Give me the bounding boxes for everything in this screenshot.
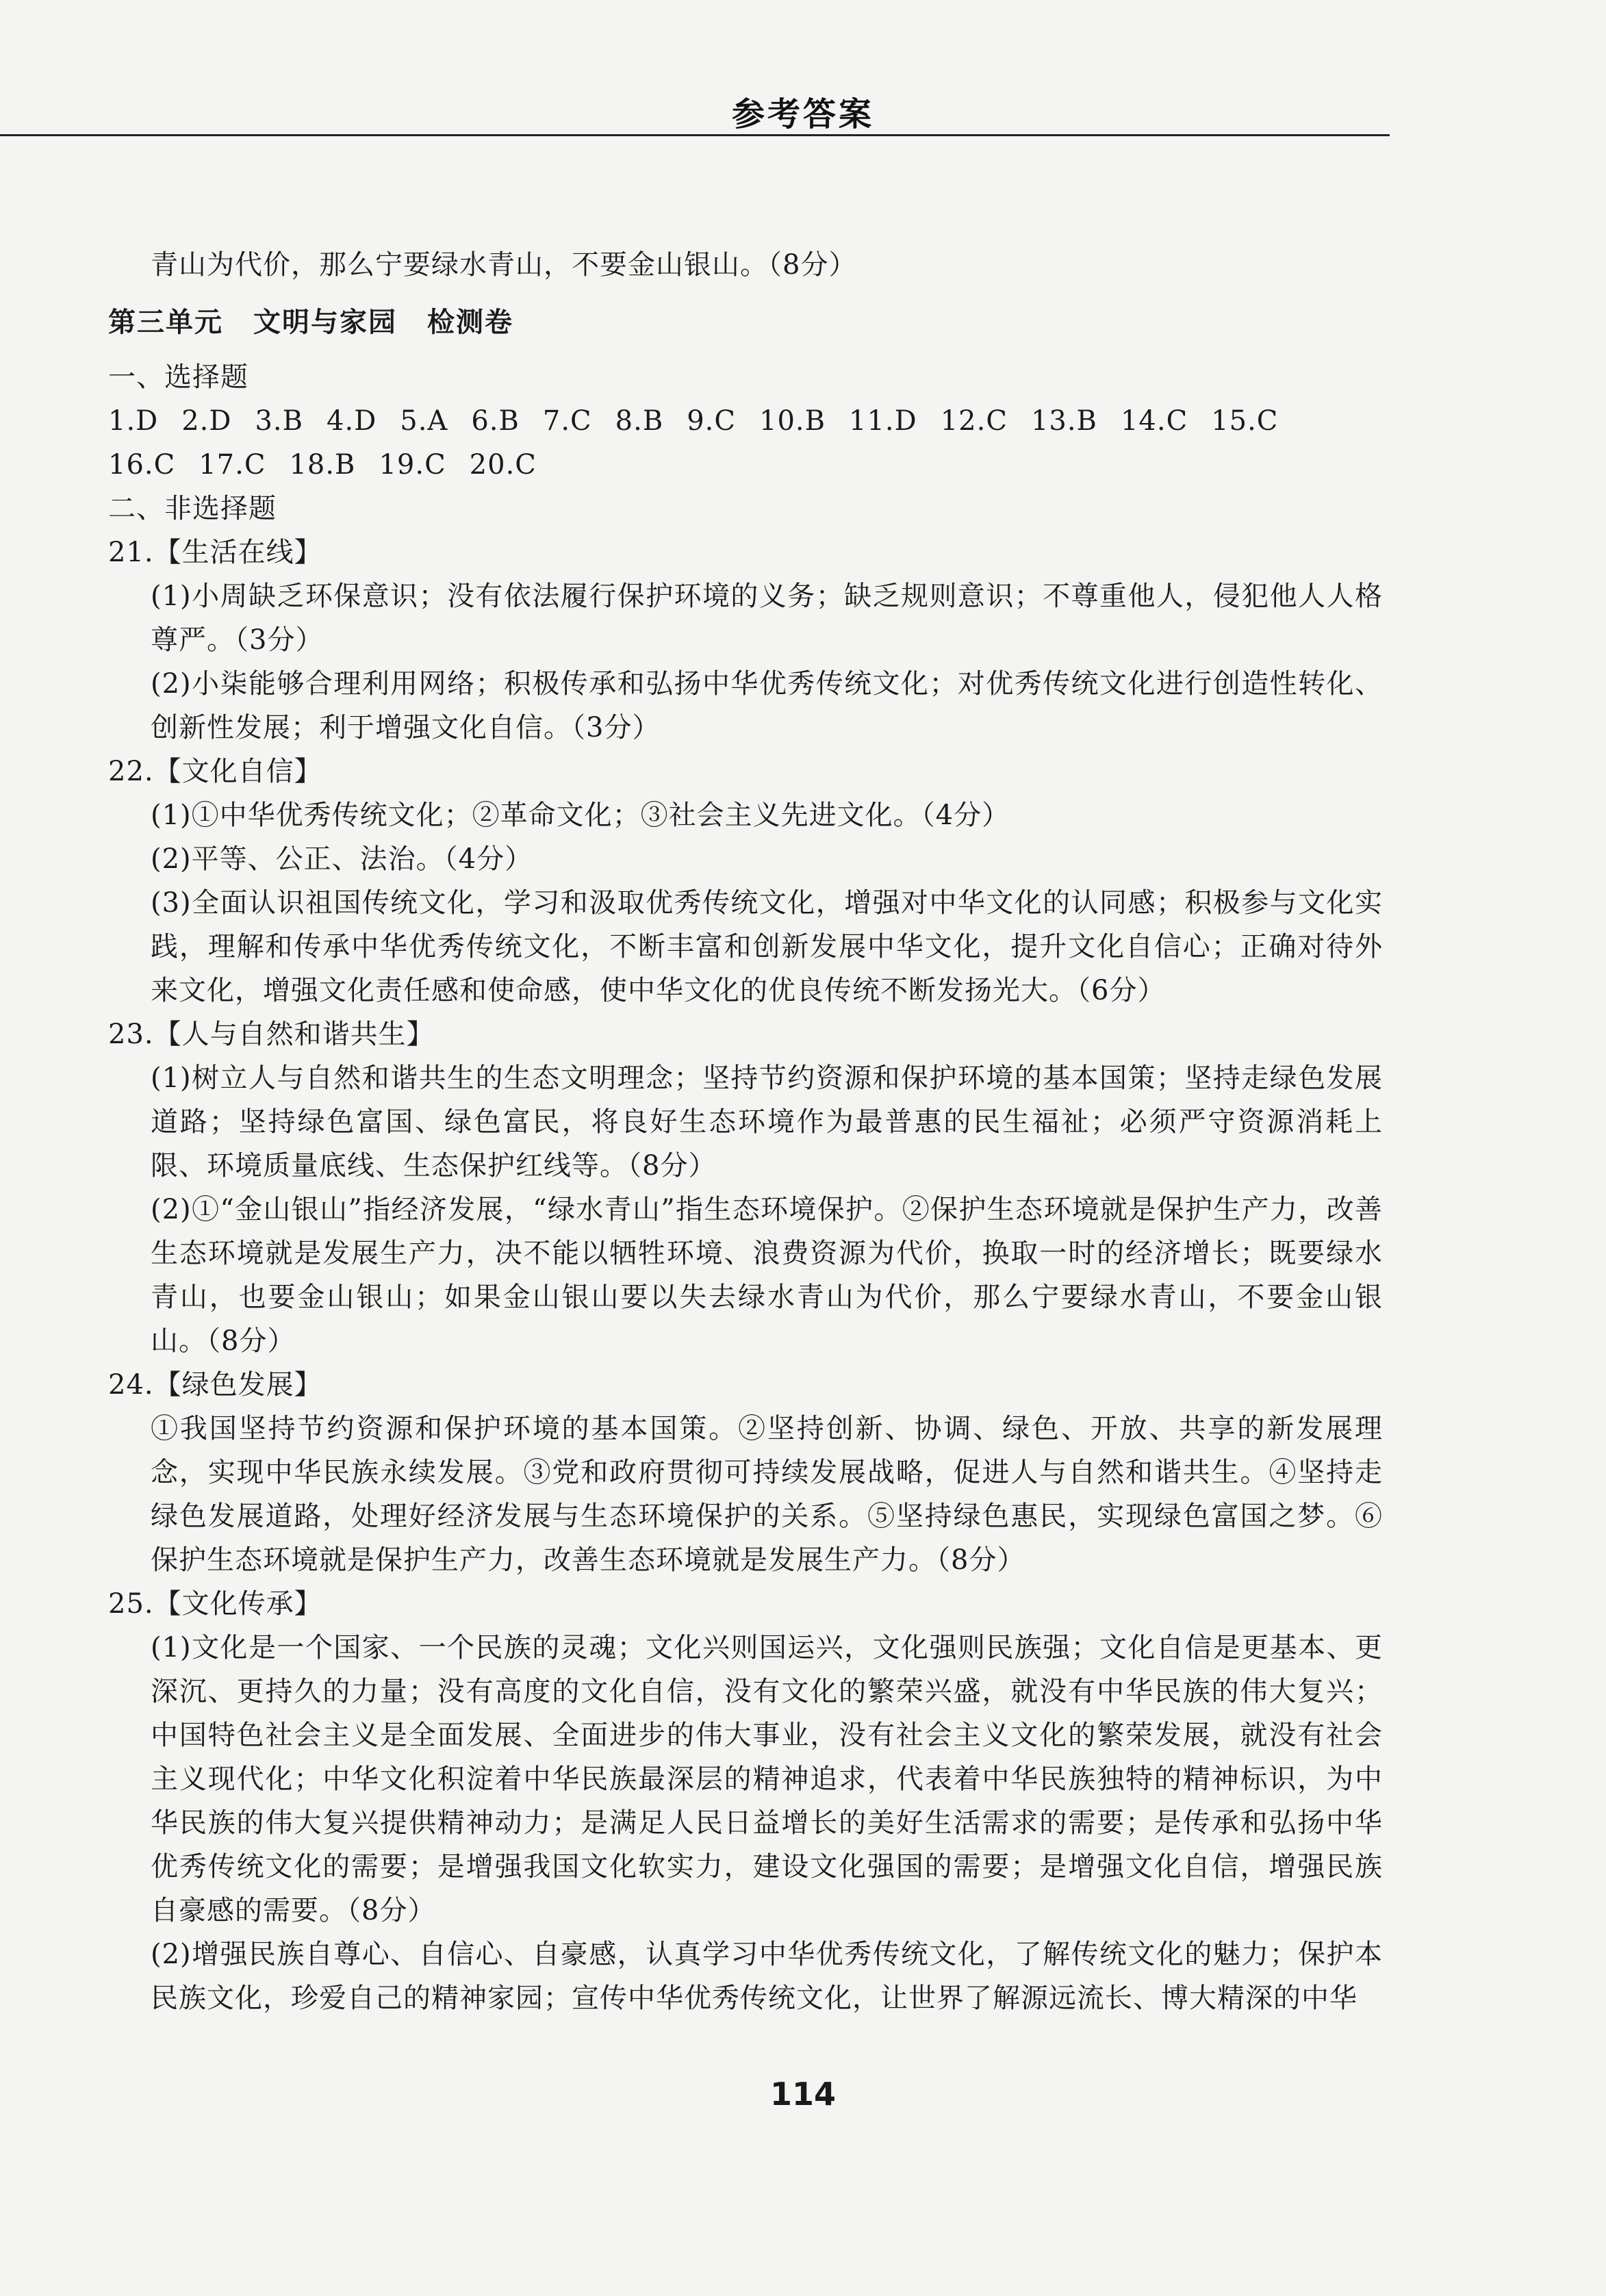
choice-answers-row-2 [108, 443, 1383, 487]
question-21-part-2: (2)小柒能够合理利用网络；积极传承和弘扬中华优秀传统文化；对优秀传统文化进行创造性转化、创新性发展；利于增强文化自信。（3分） [151, 668, 1383, 743]
answer-item: 9.C [687, 405, 737, 437]
unit-test-label: 检测卷 [427, 307, 513, 338]
answer-item: 20.C [469, 449, 537, 481]
page-header-title: 参考答案 [731, 95, 874, 133]
choice-answers-row-1 [108, 399, 1383, 443]
answer-item: 2.D [181, 405, 232, 437]
question-25-part-1: (1)文化是一个国家、一个民族的灵魂；文化兴则国运兴，文化强则民族强；文化自信是更基本、更深沉、更持久的力量；没有高度的文化自信，没有文化的繁荣兴盛，就没有中华民族的伟大复兴；中国特色社会主义是全面发展、全面进步的伟大事业，没有社会主义文化的繁荣发展，就没有社会主义现代化；中华文化积淀着中华民族最深层的精神追求，代表着中华民族独特的精神标识，为中华民族的伟大复兴提供精神动力；是满足人民日益增长的美好生活需求的需要；是传承和弘扬中华优秀传统文化的需要；是增强我国文化软实力，建设文化强国的需要；是增强文化自信，增强民族自豪感的需要。（8分） [151, 1632, 1383, 1926]
answer-item: 18.B [289, 449, 356, 481]
answer-item: 8.B [615, 405, 664, 437]
section-heading-choice: 一、选择题 [108, 361, 248, 393]
answer-item: 6.B [471, 405, 520, 437]
answer-item: 1.D [108, 405, 159, 437]
unit-name: 文明与家园 [253, 307, 397, 338]
answer-item: 3.B [255, 405, 304, 437]
answer-item: 5.A [400, 405, 448, 437]
question-25-title: 25.【文化传承】 [108, 1588, 322, 1620]
answer-item: 14.C [1120, 405, 1188, 437]
answer-item: 16.C [108, 449, 176, 481]
continued-answer-line: 青山为代价，那么宁要绿水青山，不要金山银山。（8分） [151, 249, 857, 281]
answer-item: 11.D [849, 405, 917, 437]
answer-item: 13.B [1030, 405, 1097, 437]
answer-item: 17.C [199, 449, 266, 481]
answer-item: 7.C [542, 405, 592, 437]
question-25-part-2: (2)增强民族自尊心、自信心、自豪感，认真学习中华优秀传统文化，了解传统文化的魅力；保护本民族文化，珍爱自己的精神家园；宣传中华优秀传统文化，让世界了解源远流长、博大精深的中华 [151, 1939, 1383, 2014]
answer-item: 12.C [940, 405, 1008, 437]
answer-item: 10.B [759, 405, 826, 437]
header-divider [0, 134, 1390, 136]
question-22-part-1: (1)①中华优秀传统文化；②革命文化；③社会主义先进文化。（4分） [151, 800, 1010, 831]
question-21-title: 21.【生活在线】 [108, 537, 322, 568]
answer-item: 4.D [327, 405, 377, 437]
question-22-part-2: (2)平等、公正、法治。（4分） [151, 843, 533, 875]
question-23-title: 23.【人与自然和谐共生】 [108, 1019, 435, 1050]
answer-item: 19.C [379, 449, 446, 481]
question-22-title: 22.【文化自信】 [108, 756, 322, 787]
question-21-part-1: (1)小周缺乏环保意识；没有依法履行保护环境的义务；缺乏规则意识；不尊重他人，侵犯他人人格尊严。（3分） [151, 581, 1383, 656]
unit-number: 第三单元 [108, 307, 223, 338]
page-number: 114 [769, 2076, 837, 2113]
answer-content [108, 243, 1383, 2020]
unit-title [108, 301, 1383, 344]
question-22-part-3: (3)全面认识祖国传统文化，学习和汲取优秀传统文化，增强对中华文化的认同感；积极参与文化实践，理解和传承中华优秀传统文化，不断丰富和创新发展中华文化，提升文化自信心；正确对待外来文化，增强文化责任感和使命感，使中华文化的优良传统不断发扬光大。（6分） [151, 887, 1383, 1006]
question-23-part-1: (1)树立人与自然和谐共生的生态文明理念；坚持节约资源和保护环境的基本国策；坚持走绿色发展道路；坚持绿色富国、绿色富民，将良好生态环境作为最普惠的民生福祉；必须严守资源消耗上限、环境质量底线、生态保护红线等。（8分） [151, 1062, 1383, 1182]
section-heading-nonchoice: 二、非选择题 [108, 493, 277, 524]
question-24-title: 24.【绿色发展】 [108, 1369, 322, 1401]
question-24-answer: ①我国坚持节约资源和保护环境的基本国策。②坚持创新、协调、绿色、开放、共享的新发展理念，实现中华民族永续发展。③党和政府贯彻可持续发展战略，促进人与自然和谐共生。④坚持走绿色发展道路，处理好经济发展与生态环境保护的关系。⑤坚持绿色惠民，实现绿色富国之梦。⑥保护生态环境就是保护生产力，改善生态环境就是发展生产力。（8分） [151, 1413, 1383, 1576]
answer-item: 15.C [1211, 405, 1279, 437]
question-23-part-2: (2)①“金山银山”指经济发展，“绿水青山”指生态环境保护。②保护生态环境就是保护生产力，改善生态环境就是发展生产力，决不能以牺牲环境、浪费资源为代价，换取一时的经济增长；既要绿水青山，也要金山银山；如果金山银山要以失去绿水青山为代价，那么宁要绿水青山，不要金山银山。（8分） [151, 1194, 1383, 1357]
